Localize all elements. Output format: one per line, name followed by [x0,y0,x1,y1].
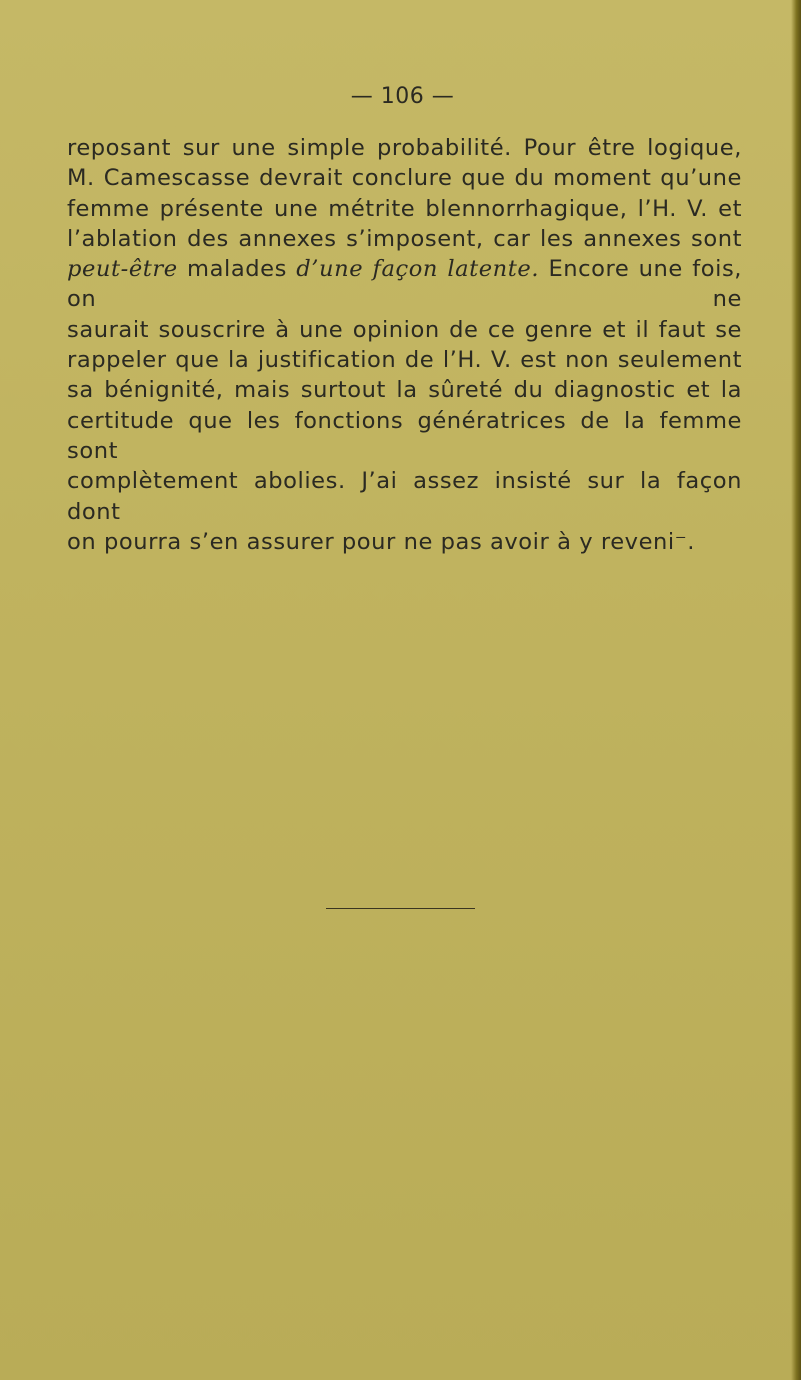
section-divider [326,908,475,909]
text-line: certitude que les fonctions génératrices de la femme sont [67,407,742,464]
text-line-last: on pourra s’en assurer pour ne pas avoir à y reveni⁻. [67,528,695,555]
text-line-mixed [67,254,742,315]
italic-text: d’une façon latente. [296,256,540,283]
text-line: M. Camescasse devrait conclure que du moment qu’une [67,165,742,192]
text-line: complètement abolies. J’ai assez insisté sur la façon dont [67,468,742,525]
text-line: saurait souscrire à une opinion de ce genre et il faut se [67,316,742,343]
italic-text: peut-être [67,256,178,283]
text-line: sa bénignité, mais surtout la sûreté du diagnostic et la [67,377,742,404]
roman-text: Encore une fois, on ne [67,256,743,313]
roman-text: malades [177,256,297,283]
text-line: femme présente une métrite blennorrhagique, l’H. V. et [67,195,742,222]
text-line: l’ablation des annexes s’imposent, car les annexes sont [67,225,742,252]
page-edge-shadow [791,0,801,1380]
text-line: rappeler que la justification de l’H. V. est non seulement [67,347,742,374]
text-line: reposant sur une simple probabilité. Pour être logique, [67,135,742,161]
body-paragraph [67,133,742,557]
page-number: — 106 — [350,84,455,109]
